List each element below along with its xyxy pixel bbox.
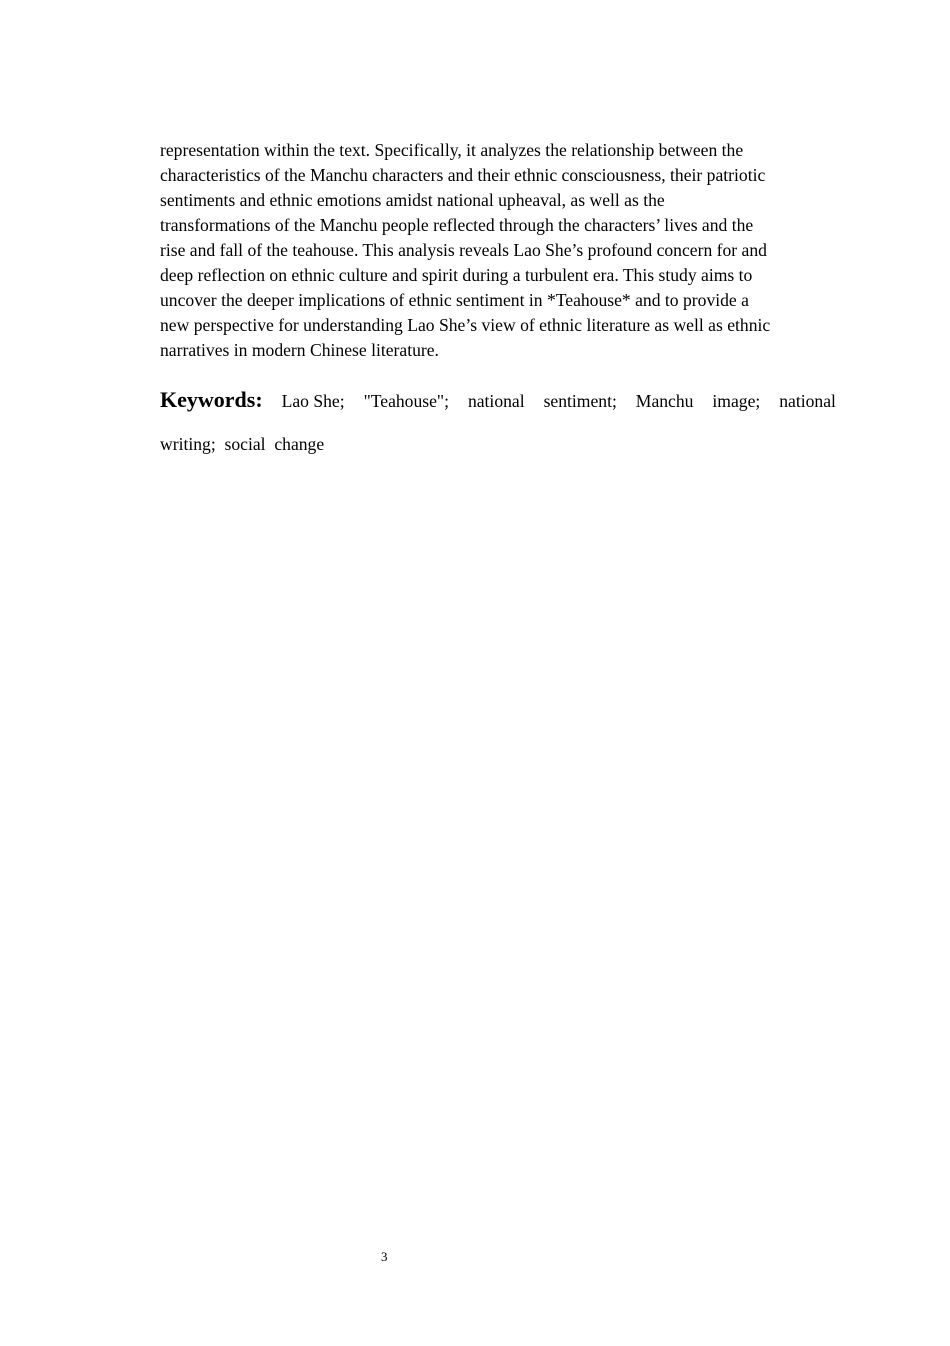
abstract-line: transformations of the Manchu people reflected through the characters’ lives and the [160, 215, 754, 235]
keywords-block [160, 387, 836, 462]
abstract-line: new perspective for understanding Lao She’s view of ethnic literature as well as ethnic [160, 315, 771, 335]
keyword-term: "Teahouse"; [363, 391, 449, 411]
abstract-line: characteristics of the Manchu characters and their ethnic consciousness, their patriotic [160, 165, 766, 185]
keywords-continuation: writing; social change [160, 434, 325, 454]
page-number: 3 [381, 1249, 388, 1264]
keyword-term: Manchu [635, 391, 694, 411]
abstract-line: representation within the text. Specifically, it analyzes the relationship between the [160, 140, 744, 160]
keyword-term: image; [712, 391, 761, 411]
keyword-term: national [467, 391, 525, 411]
abstract-line: rise and fall of the teahouse. This analysis reveals Lao She’s profound concern for and [160, 240, 767, 260]
keyword-term: national [779, 391, 836, 411]
abstract-paragraph [160, 138, 836, 363]
abstract-line: uncover the deeper implications of ethnic sentiment in *Teahouse* and to provide a [160, 290, 749, 310]
keyword-term: sentiment; [543, 391, 617, 411]
abstract-line: narratives in modern Chinese literature. [160, 340, 439, 360]
abstract-line: sentiments and ethnic emotions amidst national upheaval, as well as the [160, 190, 665, 210]
abstract-line: deep reflection on ethnic culture and spirit during a turbulent era. This study aims to [160, 265, 753, 285]
keywords-label: Keywords: [160, 387, 263, 412]
keywords-row [160, 387, 836, 427]
keyword-term: Lao She; [281, 391, 345, 411]
page-content [160, 138, 836, 462]
